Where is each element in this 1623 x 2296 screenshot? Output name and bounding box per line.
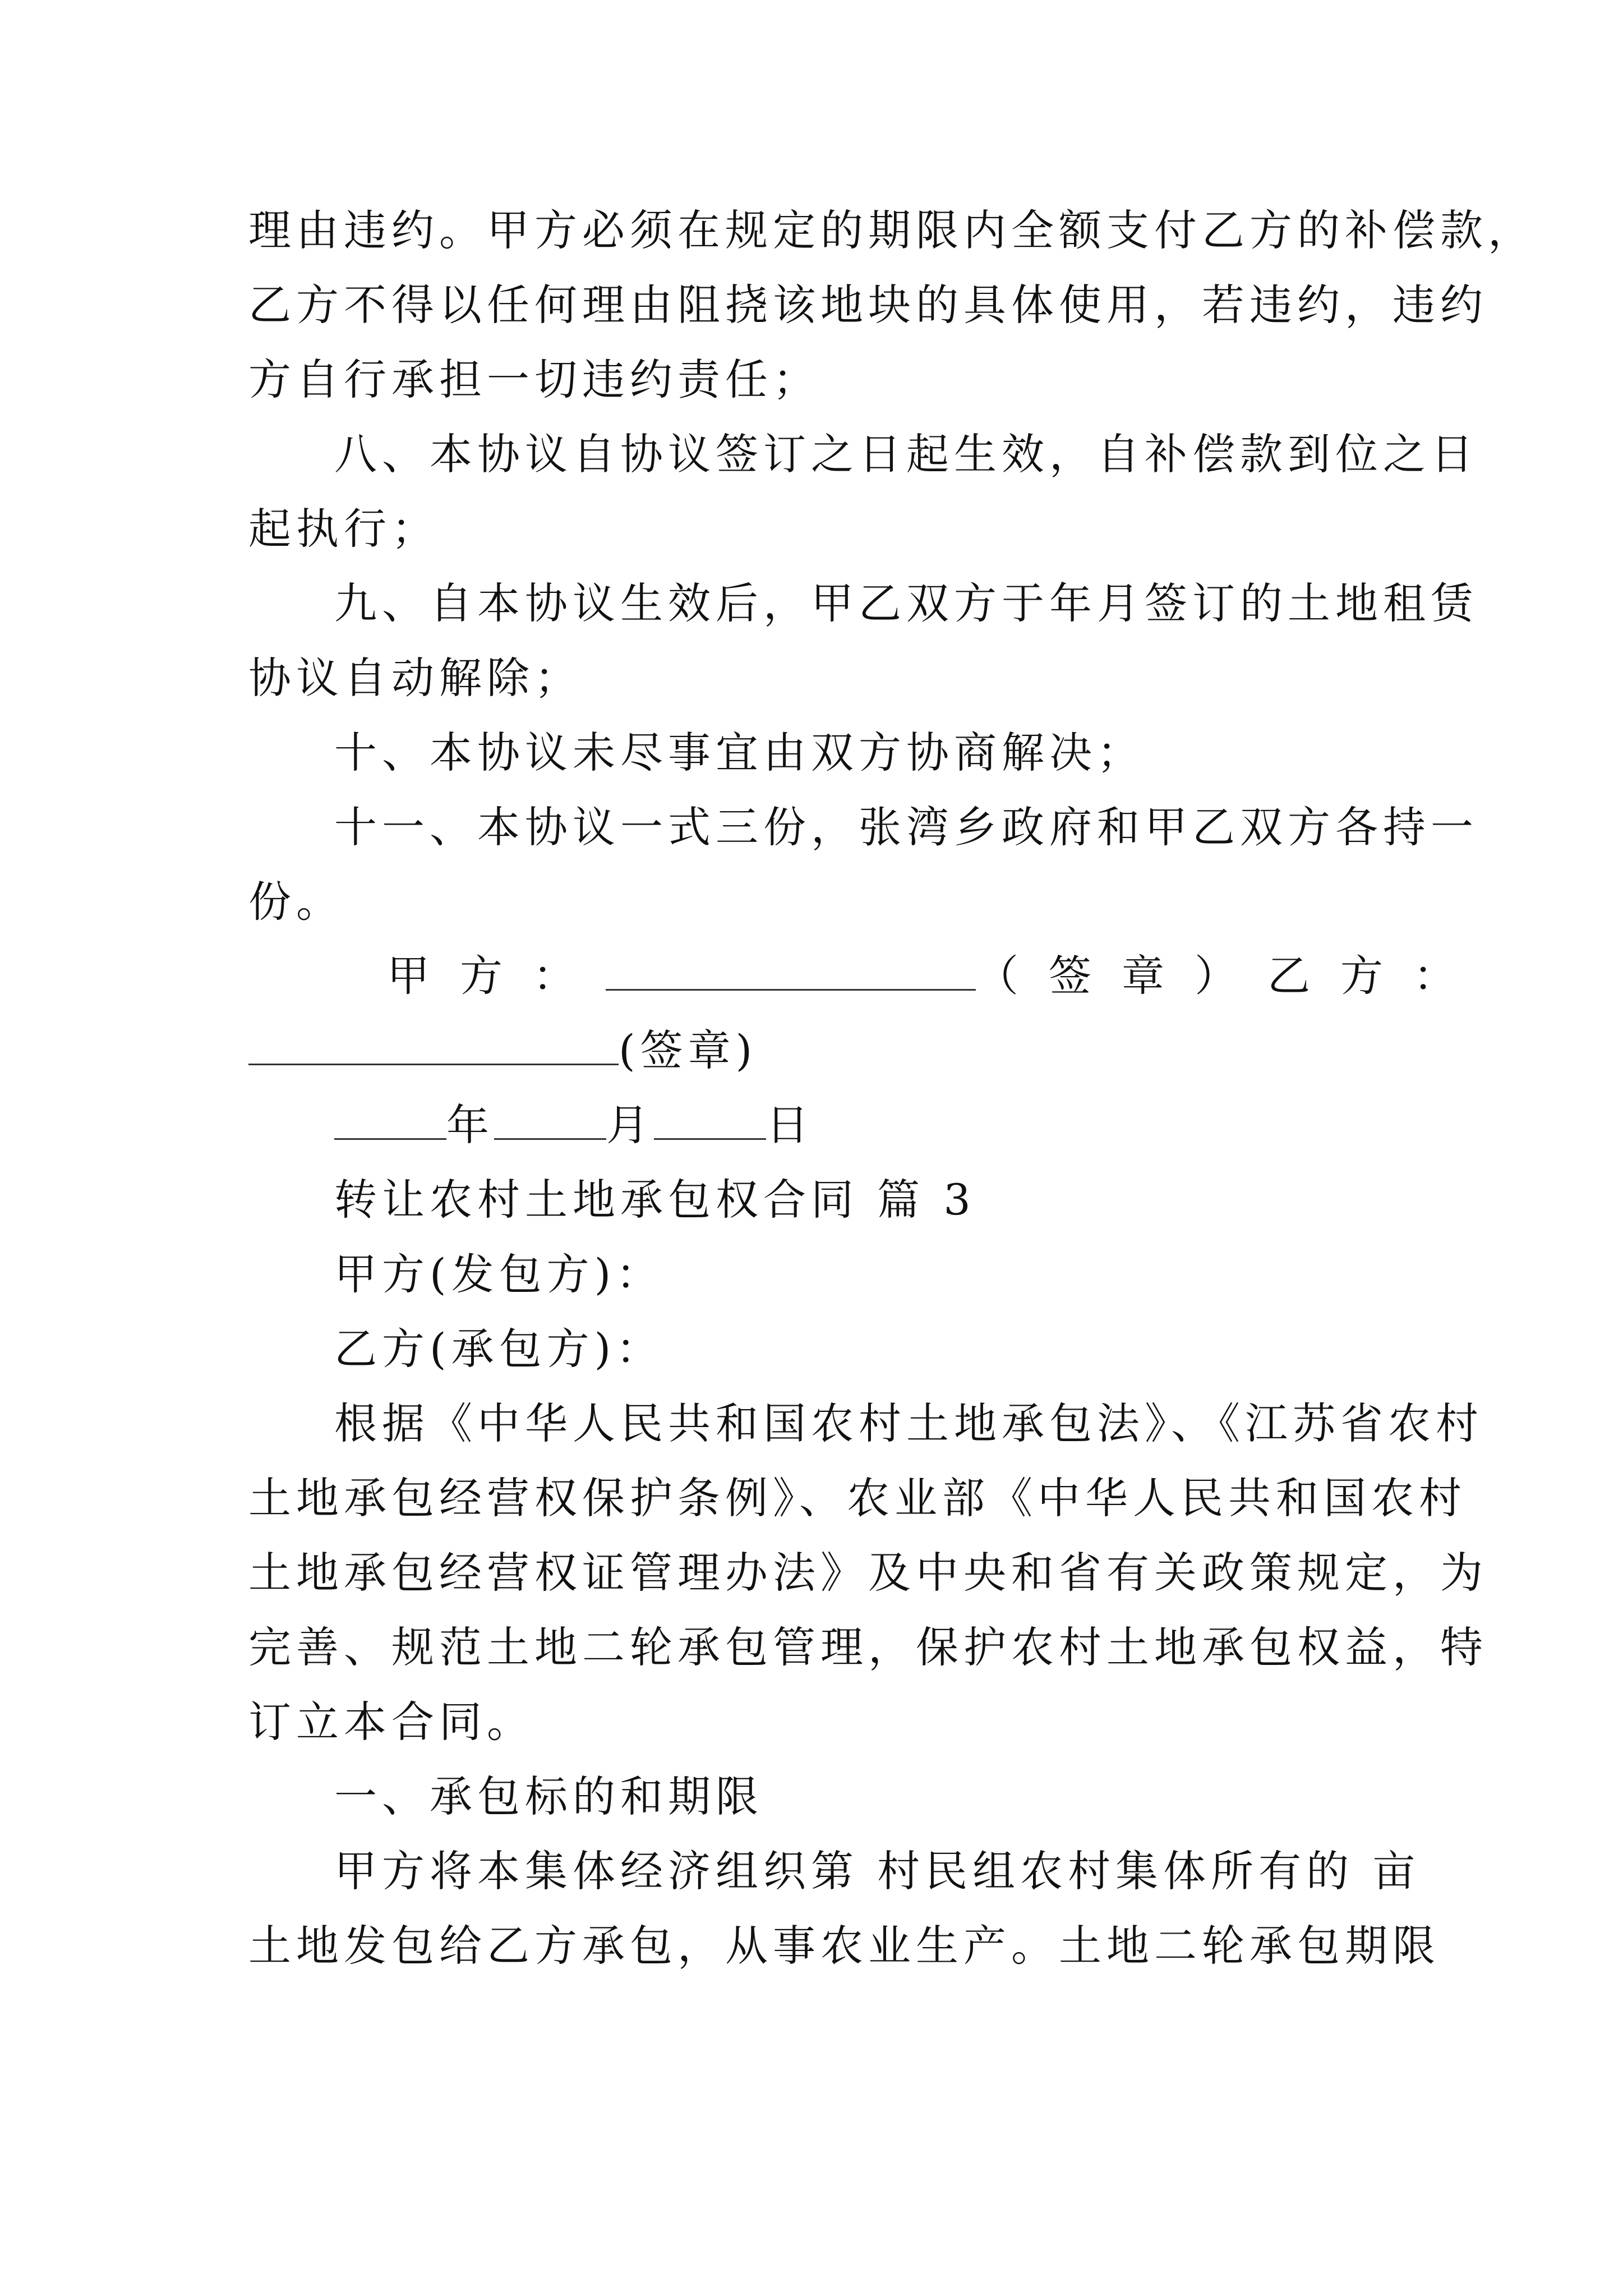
text-line: 八、本协议自协议签订之日起生效，自补偿款到位之日	[334, 429, 1478, 479]
section-heading: 一、承包标的和期限	[334, 1772, 763, 1821]
text-line: 份。	[248, 877, 344, 927]
month-blank[interactable]	[494, 1099, 606, 1140]
party-a-label: 甲方：	[387, 951, 606, 1001]
day-blank[interactable]	[654, 1099, 766, 1140]
text-line: 土地发包给乙方承包，从事农业生产。土地二轮承包期限	[248, 1921, 1440, 1971]
text-line: 订立本合同。	[248, 1697, 534, 1747]
signature-row	[387, 948, 1486, 1004]
text-line: 九、自本协议生效后，甲乙双方于年月签订的土地租赁	[334, 578, 1478, 628]
party-a-line: 甲方(发包方)：	[334, 1249, 664, 1299]
text-line: 方自行承担一切违约责任；	[248, 355, 820, 404]
year-label: 年	[446, 1100, 494, 1150]
party-b-label: 乙方：	[1267, 951, 1486, 1001]
seal-label: （签章）	[976, 951, 1267, 1001]
text-line: 乙方不得以任何理由阻挠该地块的具体使用，若违约，违约	[248, 280, 1488, 330]
text-line: 起执行；	[248, 504, 439, 554]
party-a-signature-blank[interactable]	[606, 950, 976, 991]
text-line: 土地承包经营权证管理办法》及中央和省有关政策规定，为	[248, 1548, 1488, 1598]
year-blank[interactable]	[334, 1099, 446, 1140]
text-line: 土地承包经营权保护条例》、农业部《中华人民共和国农村	[248, 1473, 1467, 1523]
month-label: 月	[606, 1100, 654, 1150]
seal-label: (签章)	[619, 1025, 758, 1075]
signature-row-2	[248, 1023, 1449, 1079]
day-label: 日	[766, 1100, 814, 1150]
text-line: 根据《中华人民共和国农村土地承包法》、《江苏省农村	[334, 1398, 1483, 1448]
text-line: 协议自动解除；	[248, 653, 582, 703]
party-b-line: 乙方(承包方)：	[334, 1324, 664, 1374]
party-b-signature-blank[interactable]	[248, 1024, 619, 1065]
text-line: 十一、本协议一式三份，张湾乡政府和甲乙双方各持一	[334, 802, 1478, 852]
section-title: 转让农村土地承包权合同 篇 3	[334, 1175, 976, 1225]
text-line: 完善、规范土地二轮承包管理，保护农村土地承包权益，特	[248, 1622, 1488, 1672]
text-line: 十、本协议未尽事宜由双方协商解决；	[334, 728, 1145, 777]
text-line: 甲方将本集体经济组织第 村民组农村集体所有的 亩	[334, 1846, 1421, 1896]
date-row	[334, 1097, 1534, 1153]
text-line: 理由违约。甲方必须在规定的期限内全额支付乙方的补偿款，	[248, 205, 1536, 255]
